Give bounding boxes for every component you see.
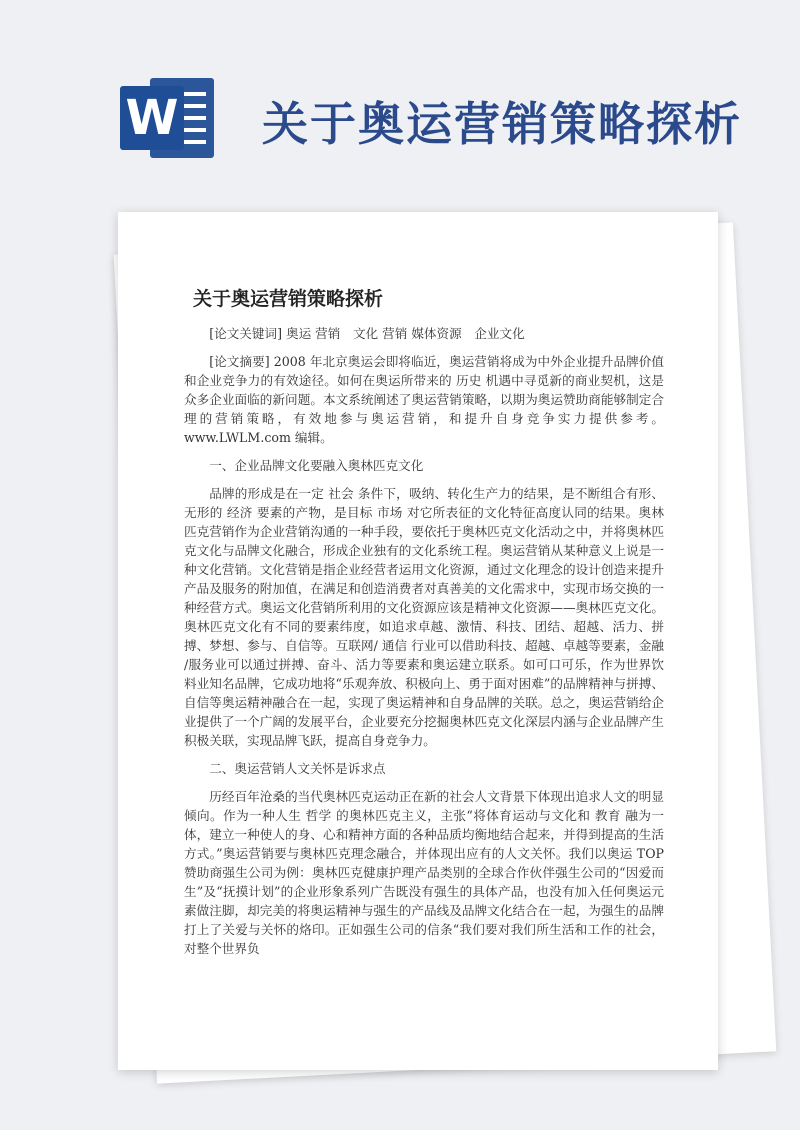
banner (0, 0, 800, 200)
section-heading: 二、奥运营销人文关怀是诉求点 (209, 761, 386, 776)
banner-title: 关于奥运营销策略探析 (262, 97, 742, 151)
document-title: 关于奥运营销策略探析 (193, 288, 384, 310)
section-body: 历经百年沧桑的当代奥林匹克运动正在新的社会人文背景下体现出追求人文的明显倾向。作为一种人生 哲学 的奥林匹克主义，主张“将体育运动与文化和 教育 融为一体，建立一种使人的身、心和精神方面的各种品质均衡地结合起来，并得到提高的生活方式。”奥运营销要与奥林匹克理念融合，并体现出应有的人文关怀。我们以奥运 TOP 赞助商强生公司为例：奥林匹克健康护理产品类别的全球合作伙伴强生公司的“因爱而生”及“抚摸计划”的企业形象系列广告既没有强生的具体产品，也没有加入任何奥运元素做注脚，却完美的将奥运精神与强生的产品线及品牌文化结合在一起，为强生的品牌打上了关爱与关怀的烙印。正如强生公司的信条“我们要对我们所生活和工作的社会，对整个世界负 (184, 789, 664, 956)
document-page (118, 212, 718, 1070)
section-body: 品牌的形成是在一定 社会 条件下，吸纳、转化生产力的结果，是不断组合有形、无形的 经济 要素的产物，是目标 市场 对它所表征的文化特征高度认同的结果。奥林匹克营销作为企业营销沟通的一种手段，要依托于奥林匹克文化活动之中，并将奥林匹克文化与品牌文化融合，形成企业独有的文化系统工程。奥运营销从某种意义上说是一种文化营销。文化营销是指企业经营者运用文化资源，通过文化理念的设计创造来提升产品及服务的附加值，在满足和创造消费者对真善美的文化需求中，实现市场交换的一种经营方式。奥运文化营销所利用的文化资源应该是精神文化资源——奥林匹克文化。奥林匹克文化有不同的要素纬度，如追求卓越、激情、科技、团结、超越、活力、拼搏、梦想、参与、自信等。互联网/ 通信 行业可以借助科技、超越、卓越等要素，金融 /服务业可以通过拼搏、奋斗、活力等要素和奥运建立联系。如可口可乐，作为世界饮料业知名品牌，它成功地将“乐观奔放、积极向上、勇于面对困难”的品牌精神与拼搏、自信等奥运精神融合在一起，实现了奥运精神和自身品牌的关联。总之，奥运营销给企业提供了一个广阔的发展平台，企业要充分挖掘奥林匹克文化深层内涵与企业品牌产生积极关联，实现品牌飞跃，提高自身竞争力。 (184, 486, 664, 748)
document-body (184, 324, 664, 967)
word-letter: W (120, 86, 184, 150)
section-heading: 一、企业品牌文化要融入奥林匹克文化 (209, 458, 424, 473)
word-document-icon (120, 78, 216, 158)
abstract: [论文摘要] 2008 年北京奥运会即将临近，奥运营销将成为中外企业提升品牌价值和企业竞争力的有效途径。如何在奥运所带来的 历史 机遇中寻觅新的商业契机，这是众多企业面临的新问题。本文系统阐述了奥运营销策略，以期为奥运赞助商能够制定合理的营销策略，有效地参与奥运营销，和提升自身竞争实力提供参考。 www.LWLM.com 编辑。 (184, 354, 664, 445)
keywords: [论文关键词] 奥运 营销 文化 营销 媒体资源 企业文化 (209, 326, 525, 341)
